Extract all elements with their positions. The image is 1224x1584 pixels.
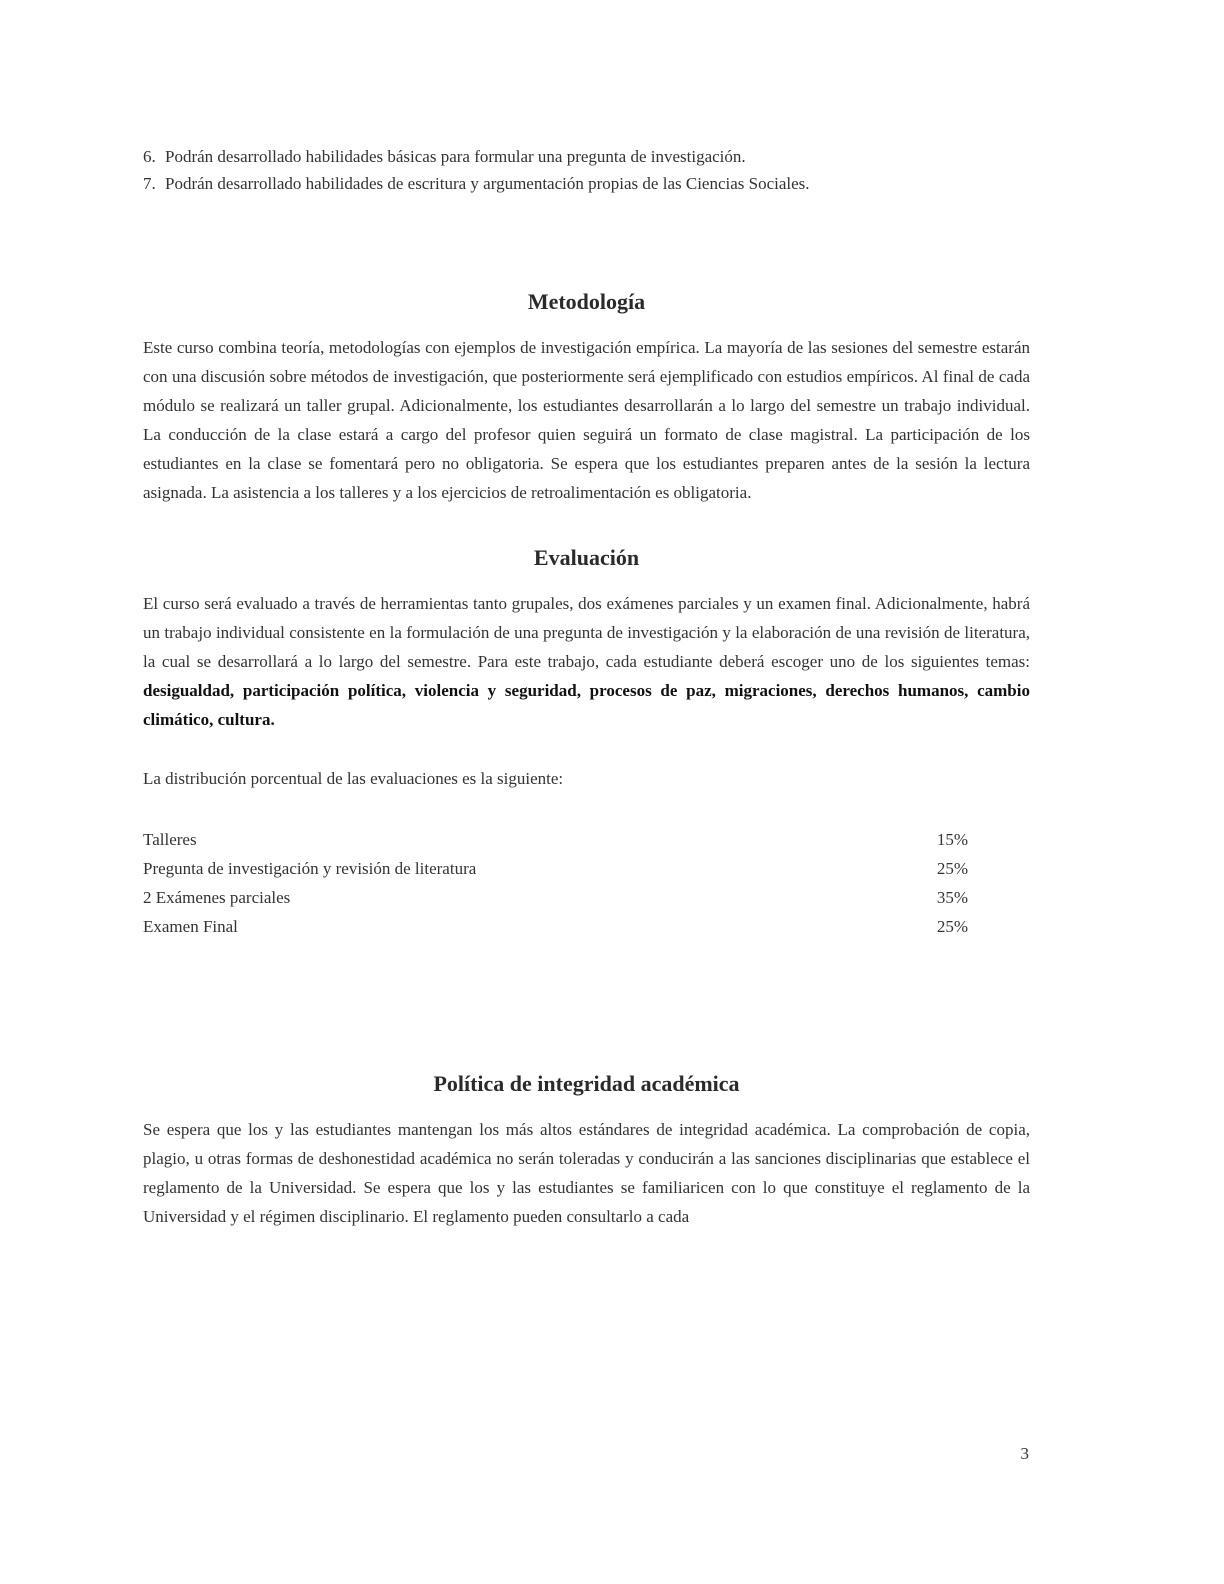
methodology-paragraph: Este curso combina teoría, metodologías con ejemplos de investigación empírica. La mayoría de las sesiones del semestre estarán con una discusión sobre métodos de investigación, que posteriormente será ejemplificado con estudios empíricos. Al final de cada módulo se realizará un taller grupal. Adicionalmente, los estudiantes desarrollarán a lo largo del semestre un trabajo individual. La conducción de la clase estará a cargo del profesor quien seguirá un formato de clase magistral. La participación de los estudiantes en la clase se fomentará pero no obligatoria. Se espera que los estudiantes preparen antes de la sesión la lectura asignada. La asistencia a los talleres y a los ejercicios de retroalimentación es obligatoria. [143,338,1030,502]
grade-percent: 15% [936,829,968,849]
table-row [143,883,968,912]
integrity-paragraph: Se espera que los y las estudiantes mantengan los más altos estándares de integridad académica. La comprobación de copia, plagio, u otras formas de deshonestidad académica no serán toleradas y conducirán a las sanciones disciplinarias que establece el reglamento de la Universidad. Se espera que los y las estudiantes se familiaricen con lo que constituye el reglamento de la Universidad y el régimen disciplinario. El reglamento pueden consultarlo a cada [143,1120,1030,1226]
grade-label: Examen Final [143,916,238,936]
evaluation-topics: desigualdad, participación política, violencia y seguridad, procesos de paz, migraciones, derechos humanos, cambio climático, cultura. [143,681,1030,729]
list-item [143,170,1030,197]
grade-label: Talleres [143,829,197,849]
list-item-text: Podrán desarrollado habilidades de escritura y argumentación propias de las Ciencias Sociales. [165,174,810,193]
list-item-number: 7. [143,174,156,193]
grade-label: Pregunta de investigación y revisión de literatura [143,858,477,878]
grade-percent: 25% [936,858,968,878]
methodology-heading: Metodología [527,289,646,314]
grade-percent: 25% [936,916,968,936]
document-page [143,143,1030,1231]
grade-percent: 35% [936,887,968,907]
integrity-heading: Política de integridad académica [433,1071,740,1096]
list-item-number: 6. [143,147,156,166]
evaluation-heading: Evaluación [533,545,640,570]
table-row [143,854,968,883]
list-item [143,143,1030,170]
evaluation-text: El curso será evaluado a través de herramientas tanto grupales, dos exámenes parciales y un examen final. Adicionalmente, habrá un trabajo individual consistente en la formulación de una pregunta de investigación y la elaboración de una revisión de literatura, la cual se desarrollará a lo largo del semestre. Para este trabajo, cada estudiante deberá escoger uno de los siguientes temas: [143,594,1030,671]
table-row [143,912,968,941]
grade-label: 2 Exámenes parciales [143,887,291,907]
objectives-list [143,143,1030,197]
grading-intro: La distribución porcentual de las evaluaciones es la siguiente: [143,769,564,788]
evaluation-paragraph [143,589,1030,734]
table-row [143,825,968,854]
list-item-text: Podrán desarrollado habilidades básicas para formular una pregunta de investigación. [165,147,746,166]
page-number: 3 [1020,1444,1029,1463]
grading-table [143,825,968,941]
